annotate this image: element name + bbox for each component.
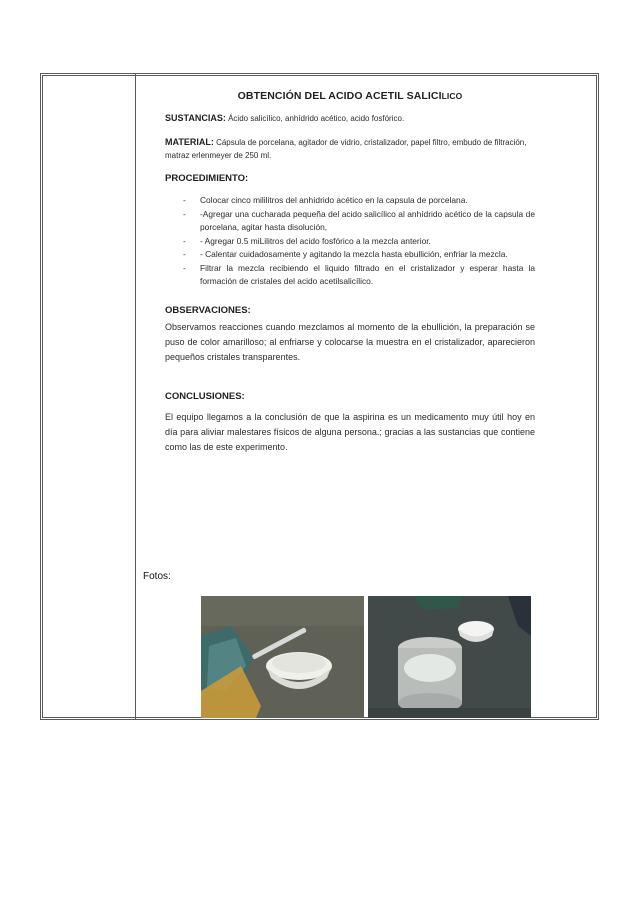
sustancias-text: Ácido salicílico, anhídrido acético, acido fosfórico. — [228, 114, 405, 123]
sustancias-label: SUSTANCIAS: — [165, 113, 226, 123]
procedure-step: - - Calentar cuidadosamente y agitando la mezcla hasta ebullición, enfriar la mezcla. — [183, 248, 535, 262]
procedure-step: - Filtrar la mezcla recibiendo el liquido filtrado en el cristalizador y esperar hasta la formación de cristales del acido acetilsalicílico. — [183, 262, 535, 289]
lab-photo-capsule — [201, 596, 364, 718]
procedure-list — [165, 194, 535, 289]
fotos-label: Fotos: — [143, 571, 171, 582]
table-column-divider — [135, 73, 136, 720]
material-line — [165, 136, 535, 162]
procedimiento-heading: PROCEDIMIENTO: — [165, 173, 249, 184]
report-title-suffix: LICO — [441, 91, 463, 101]
sustancias-line — [165, 112, 535, 125]
report-title-main: OBTENCIÓN DEL ACIDO ACETIL SALICI — [237, 90, 442, 102]
observaciones-heading: OBSERVACIONES: — [165, 304, 251, 316]
lab-photo-capsule-art — [201, 596, 364, 718]
report-image-content — [165, 90, 535, 455]
procedure-step: - Colocar cinco mililitros del anhídrido acético en la capsula de porcelana. — [183, 194, 535, 208]
observaciones-text: Observamos reacciones cuando mezclamos al momento de la ebullición, la preparación se puso de color amarilloso; al enfriarse y colocarse la muestra en el cristalizador, aparecieron pequeños cristales transparentes. — [165, 321, 535, 362]
conclusiones-heading: CONCLUSIONES: — [165, 390, 245, 402]
lab-photo-crystallizer-art — [368, 596, 531, 718]
procedure-step: - - Agregar 0.5 miLilitros del acido fosfórico a la mezcla anterior. — [183, 235, 535, 249]
material-text: Cápsula de porcelana, agitador de vidrio, cristalizador, papel filtro, embudo de filtración, matraz erlenmeyer de 250 ml. — [165, 138, 527, 160]
material-label: MATERIAL: — [165, 137, 214, 147]
report-title — [165, 90, 535, 102]
procedure-step: - -Agregar una cucharada pequeña del acido salicílico al anhídrido acético de la capsula de porcelana, agitar hasta disolución, — [183, 208, 535, 235]
lab-photo-crystallizer — [368, 596, 531, 718]
conclusiones-text: El equipo llegamos a la conclusión de que la aspirina es un medicamento muy útil hoy en día para aliviar malestares físicos de alguna persona.; gracias a las sustancias que contiene como las de este experimento. — [165, 411, 535, 452]
